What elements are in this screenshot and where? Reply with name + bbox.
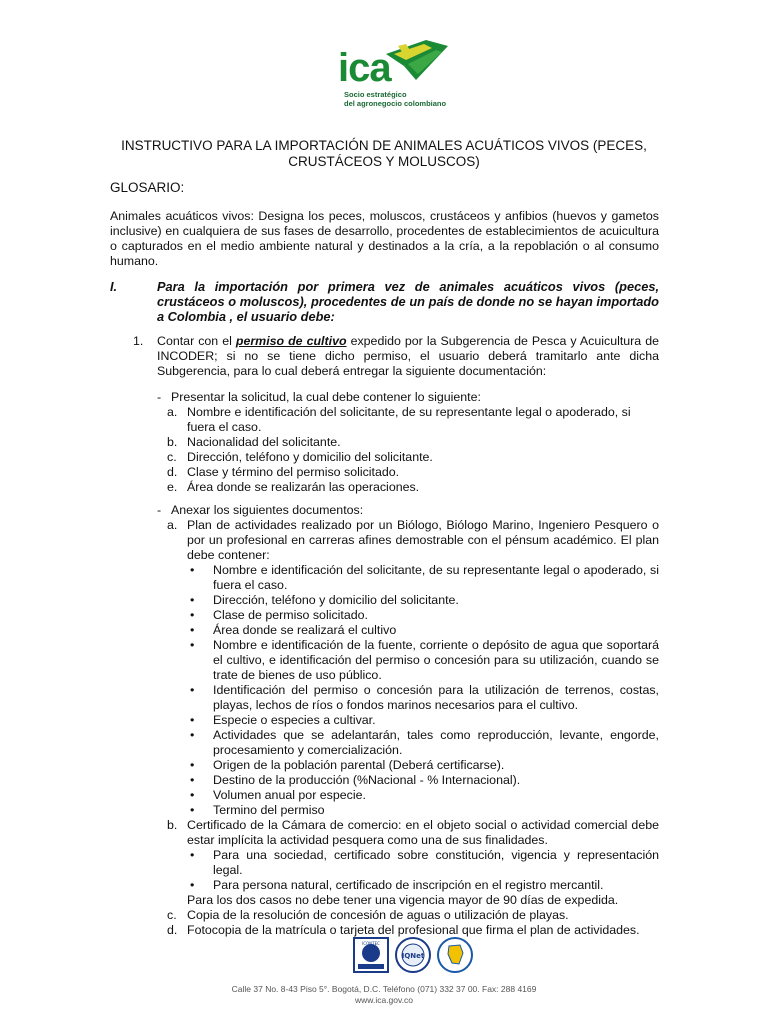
validity-note: Para los dos casos no debe tener una vigencia mayor de 90 días de expedida. [187, 893, 619, 907]
document-title: INSTRUCTIVO PARA LA IMPORTACIÓN DE ANIMALES ACUÁTICOS VIVOS (PECES, CRUSTÁCEOS Y MOLUSCOS) [121, 138, 647, 169]
list-item: • Dirección, teléfono y domicilio del solicitante. [190, 593, 459, 607]
item-number: 1. [133, 334, 144, 348]
list-item: • Para persona natural, certificado de inscripción en el registro mercantil. [190, 878, 604, 892]
permit-emphasis: permiso de cultivo [235, 334, 347, 348]
list-item: c. Copia de la resolución de concesión de aguas o utilización de playas. [167, 908, 569, 922]
svg-text:IQNet: IQNet [401, 952, 425, 960]
section-1 [110, 279, 659, 324]
flag-icon [386, 40, 448, 82]
svg-text:ICONTEC: ICONTEC [362, 941, 380, 946]
list-item: • Actividades que se adelantarán, tales como reproducción, levante, engorde, procesamiento y comercialización. [190, 728, 659, 757]
item-text: Contar con el permiso de cultivo expedido por la Subgerencia de Pesca y Acuicultura de INCODER; si no se tiene dicho permiso, el usuario deberá tramitarlo ante dicha Subgerencia, para lo cual deberá entregar la siguiente documentación: [157, 334, 660, 378]
list-item: b. Certificado de la Cámara de comercio: en el objeto social o actividad comercial debe estar implícita la actividad pesquera como una de sus finalidades. • Para una sociedad, certificado sobre constitución, vigencia y representación legal. • Para persona natural, certificado de inscripción en el registro mercantil. Para los dos casos no debe tener una vigencia mayor de 90 días de expedida. [167, 818, 659, 907]
list-item: d. Fotocopia de la matrícula o tarjeta del profesional que firma el plan de actividades. [167, 923, 640, 937]
list-item: • Especie o especies a cultivar. [190, 713, 376, 727]
list-item: • Termino del permiso [190, 803, 325, 817]
request-intro: Presentar la solicitud, la cual debe contener lo siguiente: [171, 390, 481, 404]
annex-list [143, 518, 659, 938]
section-number: I. [110, 279, 118, 294]
list-item: • Clase de permiso solicitado. [190, 608, 368, 622]
request-block: - Presentar la solicitud, la cual debe contener lo siguiente: a. Nombre e identificación del solicitante, de su representante legal o apoderado, si fuera el caso. b. Nacionalidad del solicitante. c. Dirección, teléfono y domicilio del solicitante. d. Clase y término del permiso solicitado. e. Área donde se realizarán las operaciones. [157, 390, 659, 495]
list-item: • Nombre e identificación de la fuente, corriente o depósito de agua que soportará el cultivo, e identificación del permiso o concesión para su utilización, cuando se trate de bienes de uso público. [190, 638, 659, 682]
iqnet-seal-icon [394, 936, 432, 974]
list-item: d. Clase y término del permiso solicitado. [167, 465, 400, 479]
chamber-bullets [187, 848, 659, 893]
list-item: b. Nacionalidad del solicitante. [167, 435, 341, 449]
list-item: • Para una sociedad, certificado sobre constitución, vigencia y representación legal. [190, 848, 659, 877]
footer-website[interactable]: www.ica.gov.co [355, 995, 413, 1005]
list-item: • Área donde se realizará el cultivo [190, 623, 397, 637]
request-list [143, 405, 659, 495]
list-item: e. Área donde se realizarán las operaciones. [167, 480, 420, 494]
footer [0, 984, 768, 1006]
annex-block: - Anexar los siguientes documentos: a. Plan de actividades realizado por un Biólogo, Biólogo Marino, Ingeniero Pesquero o por un profesional en carreras afines demostrable con el pénsum académico. El plan debe contener: • Nombre e identificación del solicitante, de su representante legal o apoderado, si fuera el caso. • Dirección, teléfono y domicilio del solicitante. • Clase de permiso solicitado. • Área donde se realizará el cultivo • Nombre e identificación de la fuente, corriente o depósito de agua que soportará el cultivo, e identificación del permiso o concesión para su utilización, cuando se trate de bienes de uso público. • Identificación del permiso o concesión para la utilización de terrenos, costas, playas, lechos de ríos o fondos marinos necesarios para el cultivo. • Especie o especies a cultivar. • Actividades que se adelantarán, tales como reproducción, levante, engorde, procesamiento y comercialización. • Origen de la población parental (Deberá certificarse). • Destino de la producción (%Nacional - % Internacional). • Volumen anual por especie. • Termino del permiso b. Certificado de la Cámara de comercio: en el objeto social o actividad comercial debe estar implícita la actividad pesquera como una de sus finalidades. • Para una sociedad, certificado sobre constitución, vigencia y representación legal. • Para persona natural, certificado de inscripción en el registro mercantil. Para los dos casos no debe tener una vigencia mayor de 90 días de expedida. c. Copia de la resolución de concesión de aguas o utilización de playas. d. Fotocopia de la matrícula o tarjeta del profesional que firma el plan de actividades. [157, 503, 659, 938]
list-item: • Origen de la población parental (Deberá certificarse). [190, 758, 505, 772]
logo-tagline: Socio estratégico del agronegocio colombiano [344, 90, 447, 108]
glossary-heading: GLOSARIO: [110, 180, 185, 195]
list-item: c. Dirección, teléfono y domicilio del solicitante. [167, 450, 433, 464]
plan-bullets [187, 563, 659, 818]
annex-intro: Anexar los siguientes documentos: [171, 503, 364, 517]
list-item: • Nombre e identificación del solicitante, de su representante legal o apoderado, si fuera el caso. [190, 563, 659, 592]
ica-logo [338, 40, 446, 112]
certification-seals [352, 936, 478, 978]
colombia-seal-icon [436, 936, 474, 974]
list-item: • Volumen anual por especie. [190, 788, 366, 802]
list-item: • Destino de la producción (%Nacional - % Internacional). [190, 773, 521, 787]
logo-wordmark: ica [338, 46, 391, 90]
section-text: Para la importación por primera vez de animales acuáticos vivos (peces, crustáceos o moluscos), procedentes de un país de donde no se hayan importado a Colombia , el usuario debe: [157, 279, 659, 324]
list-item: a. Nombre e identificación del solicitante, de su representante legal o apoderado, si fuera el caso. [167, 405, 631, 434]
icontec-seal-icon [352, 936, 390, 974]
list-item: a. Plan de actividades realizado por un Biólogo, Biólogo Marino, Ingeniero Pesquero o por un profesional en carreras afines demostrable con el pénsum académico. El plan debe contener: • Nombre e identificación del solicitante, de su representante legal o apoderado, si fuera el caso. • Dirección, teléfono y domicilio del solicitante. • Clase de permiso solicitado. • Área donde se realizará el cultivo • Nombre e identificación de la fuente, corriente o depósito de agua que soportará el cultivo, e identificación del permiso o concesión para su utilización, cuando se trate de bienes de uso público. • Identificación del permiso o concesión para la utilización de terrenos, costas, playas, lechos de ríos o fondos marinos necesarios para el cultivo. • Especie o especies a cultivar. • Actividades que se adelantarán, tales como reproducción, levante, engorde, procesamiento y comercialización. • Origen de la población parental (Deberá certificarse). • Destino de la producción (%Nacional - % Internacional). • Volumen anual por especie. • Termino del permiso [167, 518, 659, 817]
list-item: • Identificación del permiso o concesión para la utilización de terrenos, costas, playas, lechos de ríos o fondos marinos necesarios para el cultivo. [190, 683, 659, 712]
definition-paragraph: Animales acuáticos vivos: Designa los peces, moluscos, crustáceos y anfibios (huevos y gametos inclusive) en cualquiera de sus fases de desarrollo, procedentes de establecimientos de acuicultura o capturados en el medio ambiente natural y destinados a la cría, a la repoblación o al consumo humano. [110, 209, 659, 268]
footer-address: Calle 37 No. 8-43 Piso 5°. Bogotá, D.C. Teléfono (071) 332 37 00. Fax: 288 4169 [231, 984, 537, 994]
item-1 [133, 334, 659, 379]
